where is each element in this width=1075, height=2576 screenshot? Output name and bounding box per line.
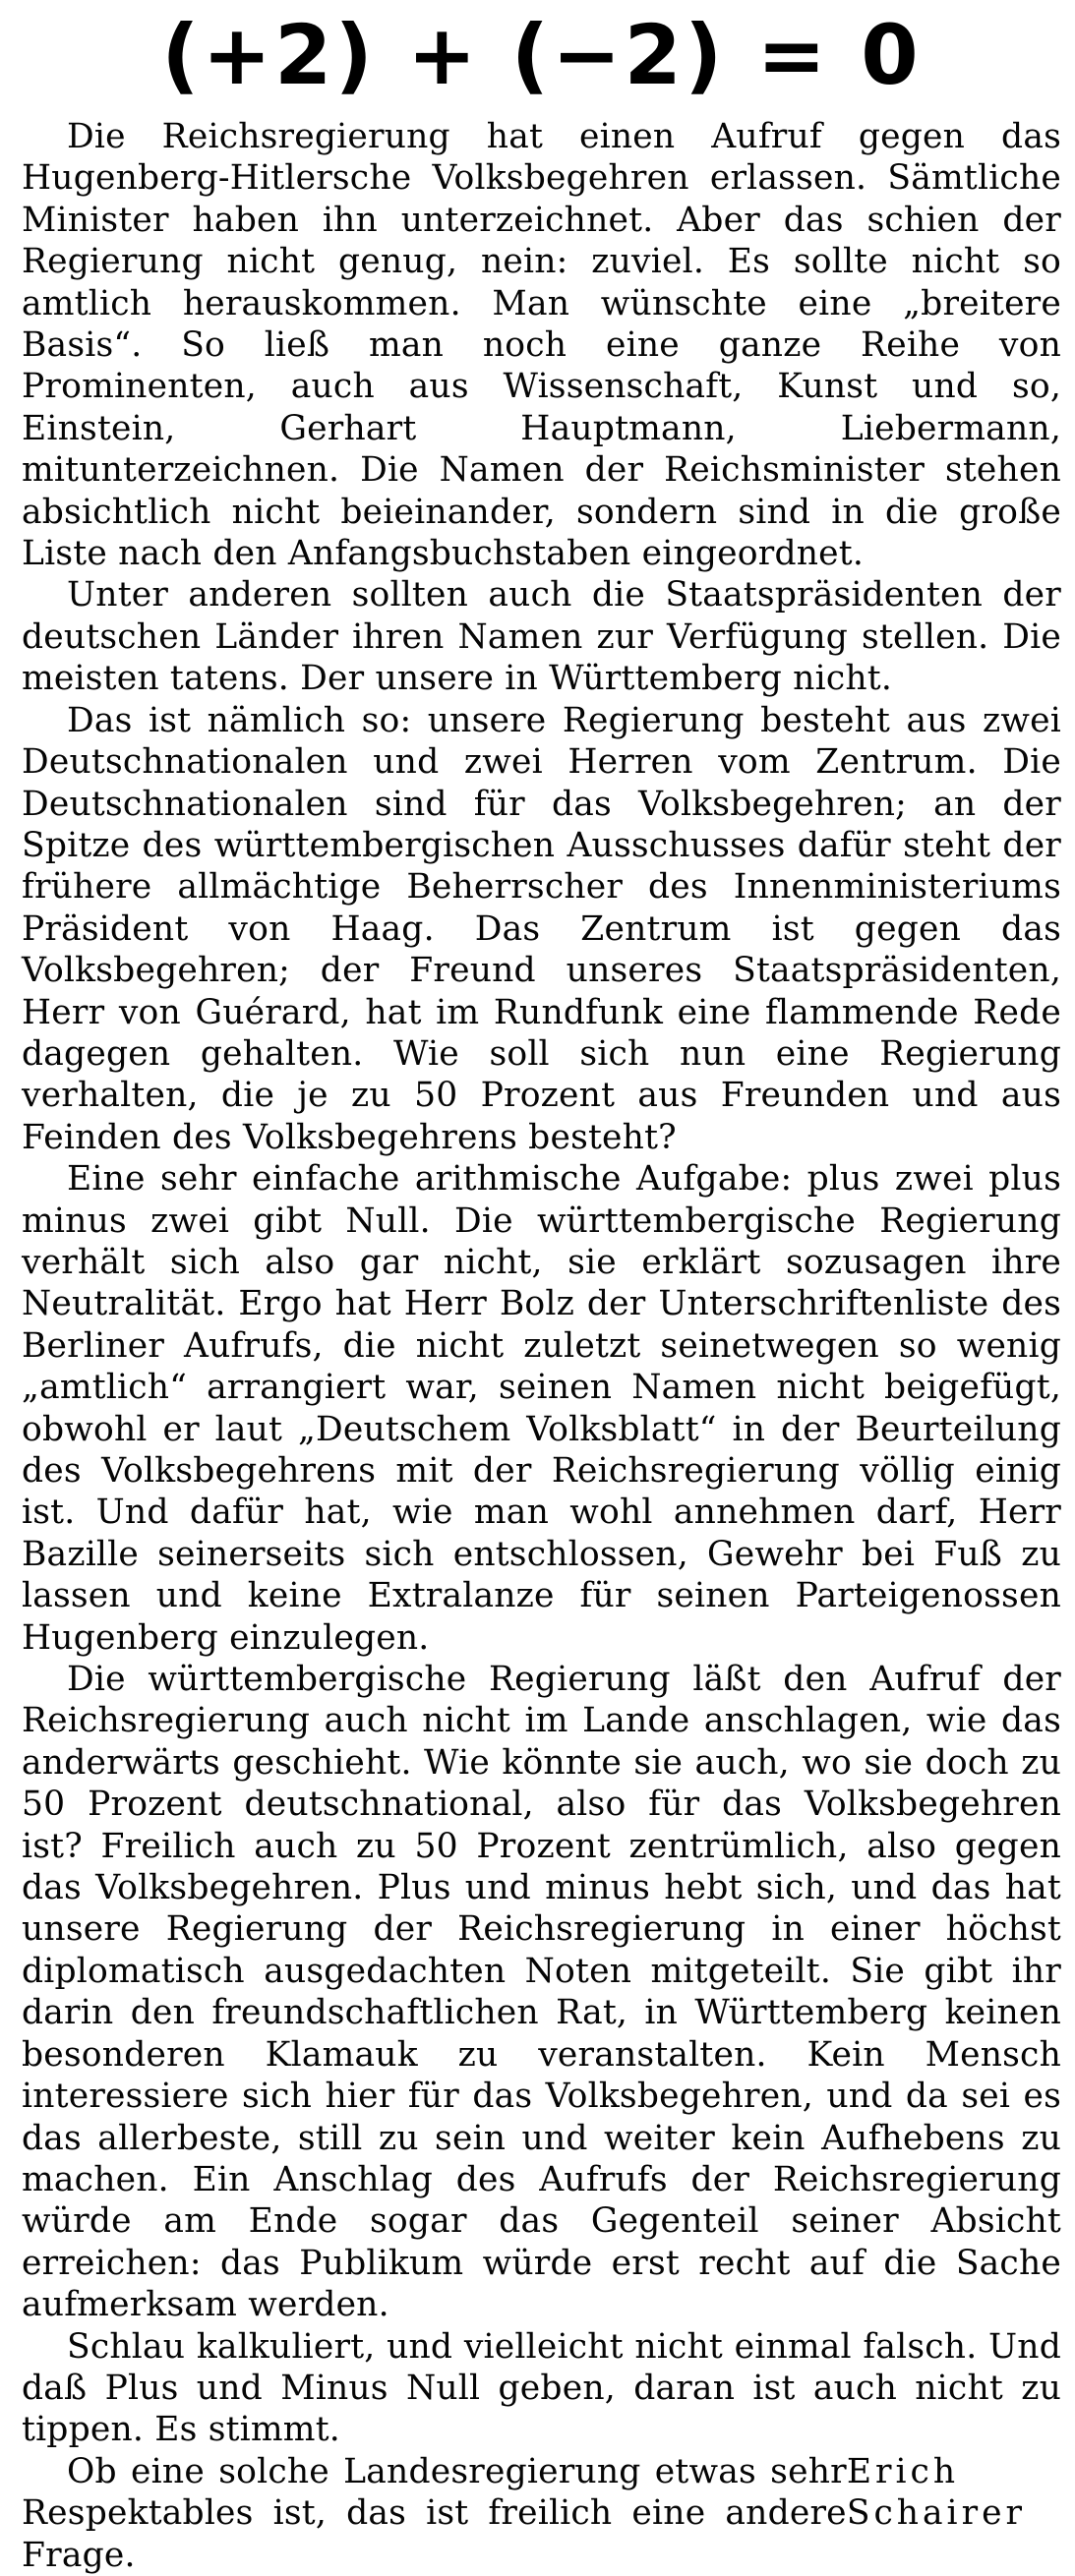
paragraph-4: Eine sehr einfache arithmische Aufgabe: plus zwei plus minus zwei gibt Null. Die württembergische Regierung verhält sich also gar nicht, sie erklärt sozusagen ihre Neutralität. Ergo hat Herr Bolz der Unterschriftenliste des Berliner Aufrufs, die nicht zuletzt seinetwegen so wenig „amtlich“ arrangiert war, seinen Namen nicht beigefügt, obwohl er laut „Deutschem Volksblatt“ in der Beurteilung des Volksbegehrens mit der Reichsregierung völlig einig ist. Und dafür hat, wie man wohl annehmen darf, Herr Bazille seinerseits sich entschlossen, Gewehr bei Fuß zu lassen und keine Extralanze für seinen Parteigenossen Hugenberg einzulegen. [22,1159,1061,1658]
closing-paragraph [22,2451,1061,2576]
article-body [22,116,1061,2576]
paragraph-5: Die württembergische Regierung läßt den Aufruf der Reichsregierung auch nicht im Lande anschlagen, wie das anderwärts geschieht. Wie könnte sie auch, wo sie doch zu 50 Prozent deutschnational, also für das Volksbegehren ist? Freilich auch zu 50 Prozent zentrümlich, also gegen das Volksbegehren. Plus und minus hebt sich, und das hat unsere Regierung der Reichsregierung in einer höchst diplomatisch ausgedachten Noten mitgeteilt. Sie gibt ihr darin den freundschaftlichen Rat, in Württemberg keinen besonderen Klamauk zu veranstalten. Kein Mensch interessiere sich hier für das Volksbegehren, und da sei es das allerbeste, still zu sein und weiter kein Aufhebens zu machen. Ein Anschlag des Aufrufs der Reichsregierung würde am Ende sogar das Gegenteil seiner Absicht erreichen: das Publikum würde erst recht auf die Sache aufmerksam werden. [22,1660,1061,2325]
headline: (+2) + (−2) = 0 [161,7,922,103]
paragraph-2: Unter anderen sollten auch die Staatspräsidenten der deutschen Länder ihren Namen zur Verfügung stellen. Die meisten tatens. Der unsere in Württemberg nicht. [22,575,1061,699]
paragraph-3: Das ist nämlich so: unsere Regierung besteht aus zwei Deutschnationalen und zwei Herren vom Zentrum. Die Deutschnationalen sind für das Volksbegehren; an der Spitze des württembergischen Ausschusses dafür steht der frühere allmächtige Beherrscher des Innenministeriums Präsident von Haag. Das Zentrum ist gegen das Volksbegehren; der Freund unseres Staatspräsidenten, Herr von Guérard, hat im Rundfunk eine flammende Rede dagegen gehalten. Wie soll sich nun eine Regierung verhalten, die je zu 50 Prozent aus Freunden und aus Feinden des Volksbegehrens besteht? [22,700,1061,1157]
author-name: Erich Schairer [846,2451,1026,2534]
paragraph-1: Die Reichsregierung hat einen Aufruf gegen das Hugenberg-Hitlersche Volksbegehren erlassen. Sämtliche Minister haben ihn unterzeichnet. Aber das schien der Regierung nicht genug, nein: zuviel. Es sollte nicht so amtlich herauskommen. Man wünschte eine „breitere Basis“. So ließ man noch eine ganze Reihe von Prominenten, auch aus Wissenschaft, Kunst und so, Einstein, Gerhart Hauptmann, Liebermann, mitunterzeichnen. Die Namen der Reichsminister stehen absichtlich nicht beieinander, sondern sind in die große Liste nach den Anfangsbuchstaben eingeordnet. [22,117,1061,574]
paragraph-6: Schlau kalkuliert, und vielleicht nicht einmal falsch. Und daß Plus und Minus Null geben, daran ist auch nicht zu tippen. Es stimmt. [22,2326,1061,2450]
closing-text: Ob eine solche Landesregierung etwas sehr Respektables ist, das ist freilich eine andere Frage. [22,2451,847,2575]
